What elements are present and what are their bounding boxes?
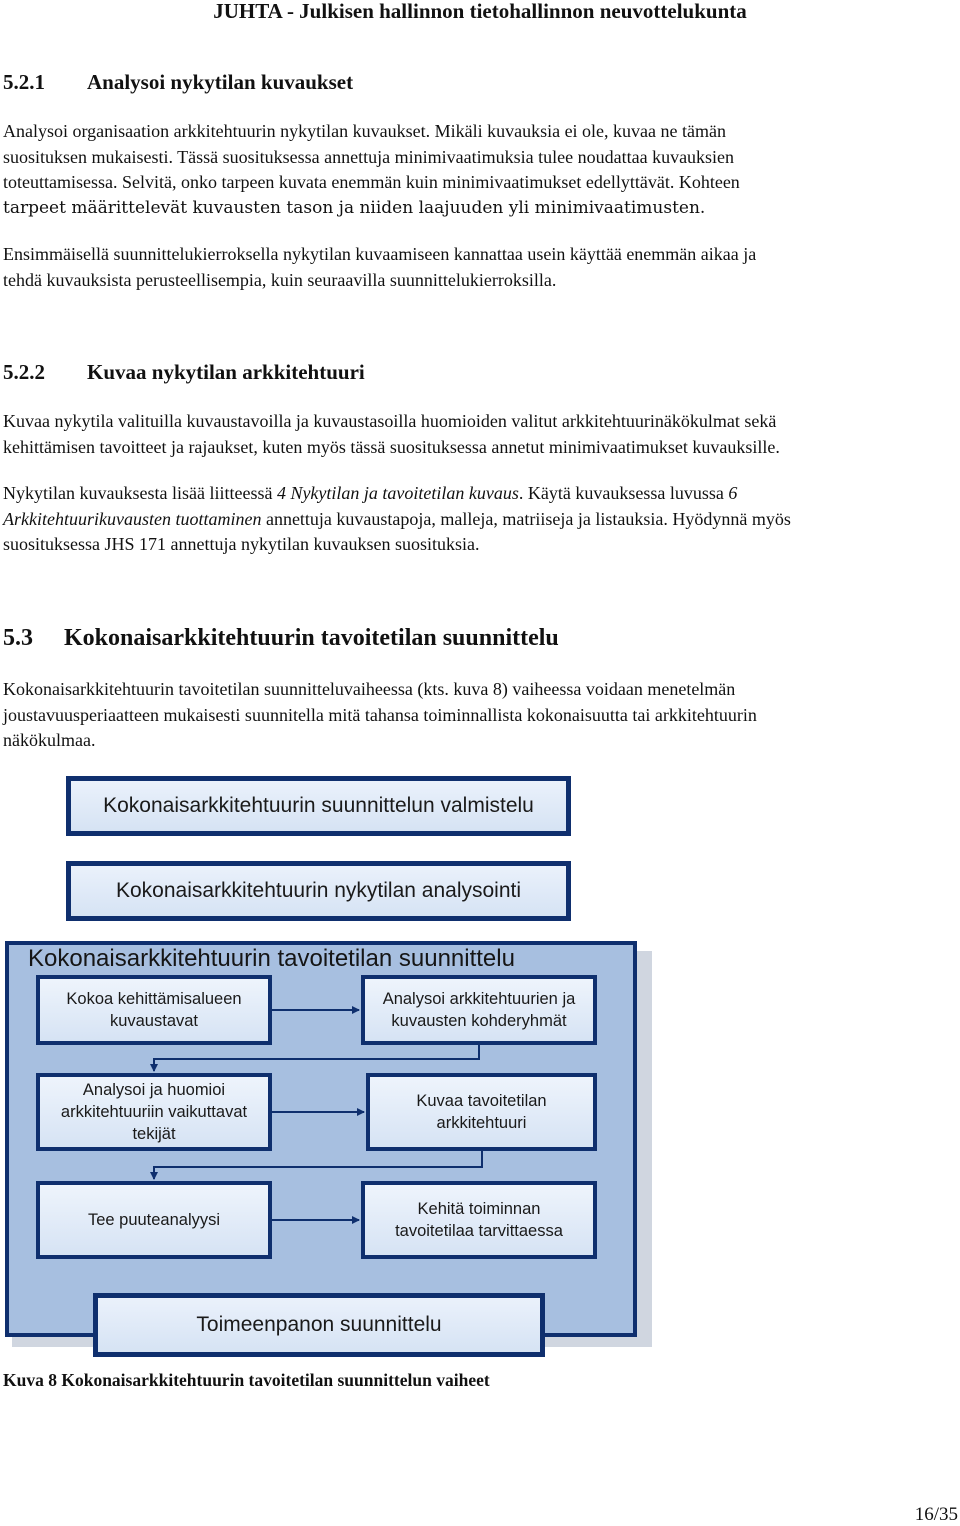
text-line: [3, 481, 953, 507]
reference-link[interactable]: 4 Nykytilan ja tavoitetilan kuvaus: [276, 483, 519, 503]
text-line: suosituksen mukaisesti. Tässä suosituksessa annettuja minimivaatimuksia tulee noudattaa kuvauksien: [3, 146, 735, 167]
arrow-down-left: [154, 1151, 482, 1179]
text-line: kehittämisen tavoitteet ja rajaukset, kuten myös tässä suosituksessa annetut minimivaatimukset kuvauksille.: [3, 436, 780, 457]
section-number: 5.2.2: [3, 360, 45, 384]
box-line: arkkitehtuuri: [436, 1114, 527, 1132]
paragraph-5-3: [3, 677, 953, 754]
process-diagram: [0, 775, 660, 1365]
arrow-down-left: [154, 1045, 479, 1071]
reference-link[interactable]: Arkkitehtuurikuvausten tuottaminen: [3, 508, 262, 529]
section-title: Kuvaa nykytilan arkkitehtuuri: [87, 360, 365, 384]
page-header: JUHTA - Julkisen hallinnon tietohallinnon neuvottelukunta: [213, 0, 747, 23]
section-heading-5-2-2: [3, 360, 365, 385]
box-line: Tee puuteanalyysi: [87, 1211, 221, 1229]
text-line: Ensimmäisellä suunnittelukierroksella nykytilan kuvaamiseen kannattaa usein käyttää enemmän aikaa ja: [3, 244, 757, 264]
text-line: [3, 507, 953, 533]
text-line: tehdä kuvauksista perusteellisempia, kuin seuraavilla suunnittelukierroksilla.: [3, 269, 557, 290]
section-title: Analysoi nykytilan kuvaukset: [87, 70, 354, 94]
box-line: arkkitehtuuriin vaikuttavat: [60, 1103, 248, 1121]
text-run: annettuja kuvaustapoja, malleja, matriiseja ja listauksia. Hyödynnä myös: [261, 508, 791, 529]
paragraph-5-2-2-a: [3, 409, 953, 460]
flow-arrows: [0, 775, 660, 1365]
text-line: Kokonaisarkkitehtuurin tavoitetilan suunnitteluvaiheessa (kts. kuva 8) vaiheessa voidaan menetelmän: [3, 679, 736, 699]
paragraph-5-2-1-a: [3, 119, 953, 221]
text-line: Kuvaa nykytila valituilla kuvaustavoilla ja kuvaustasoilla huomioiden valitut arkkitehtuurinäkökulmat sekä: [3, 411, 777, 431]
section-heading-5-3: [3, 625, 559, 652]
text-line: suosituksessa JHS 171 annettuja nykytilan kuvauksen suosituksia.: [3, 534, 480, 554]
box-line: Analysoi ja huomioi: [82, 1081, 226, 1099]
box-line: Kehitä toiminnan: [417, 1200, 541, 1218]
paragraph-5-2-1-b: [3, 242, 953, 293]
text-line: näkökulmaa.: [3, 730, 96, 750]
section-heading-5-2-1: [3, 70, 353, 95]
section-number: 5.3: [3, 625, 33, 651]
box-line: kuvausten kohderyhmät: [391, 1012, 567, 1030]
paragraph-5-2-2-b: [3, 481, 953, 558]
section-number: 5.2.1: [3, 70, 45, 94]
box-label: Toimeenpanon suunnittelu: [196, 1313, 442, 1336]
panel-title: Kokonaisarkkitehtuurin tavoitetilan suunnittelu: [28, 945, 515, 972]
box-label: Kokonaisarkkitehtuurin suunnittelun valmistelu: [103, 794, 534, 817]
text-run: Nykytilan kuvauksesta lisää liitteessä: [3, 483, 277, 503]
reference-link[interactable]: 6: [728, 483, 738, 503]
box-line: kuvaustavat: [109, 1012, 199, 1030]
text-line: joustavuusperiaatteen mukaisesti suunnitella mitä tahansa toiminnallista kokonaisuutta tai arkkitehtuurin: [3, 704, 757, 725]
box-line: Analysoi arkkitehtuurien ja: [382, 990, 576, 1008]
text-run: . Käytä kuvauksessa luvussa: [518, 483, 729, 503]
box-line: tekijät: [132, 1125, 176, 1143]
box-line: tavoitetilaa tarvittaessa: [395, 1222, 563, 1240]
box-line: Kuvaa tavoitetilan: [416, 1092, 547, 1110]
box-line: Kokoa kehittämisalueen: [66, 990, 242, 1008]
page-number: 16/35: [914, 1504, 958, 1525]
section-title: Kokonaisarkkitehtuurin tavoitetilan suunnittelu: [64, 625, 559, 651]
box-label: Kokonaisarkkitehtuurin nykytilan analysointi: [115, 879, 522, 902]
figure-caption: Kuva 8 Kokonaisarkkitehtuurin tavoitetilan suunnittelun vaiheet: [3, 1370, 490, 1390]
text-line: toteuttamisessa. Selvitä, onko tarpeen kuvata enemmän kuin minimivaatimukset edellyttävät. Kohteen: [3, 172, 740, 192]
text-line: tarpeet määrittelevät kuvausten tason ja niiden laajuuden yli minimivaatimusten.: [3, 197, 706, 218]
text-line: Analysoi organisaation arkkitehtuurin nykytilan kuvaukset. Mikäli kuvauksia ei ole, kuvaa ne tämän: [3, 121, 726, 141]
